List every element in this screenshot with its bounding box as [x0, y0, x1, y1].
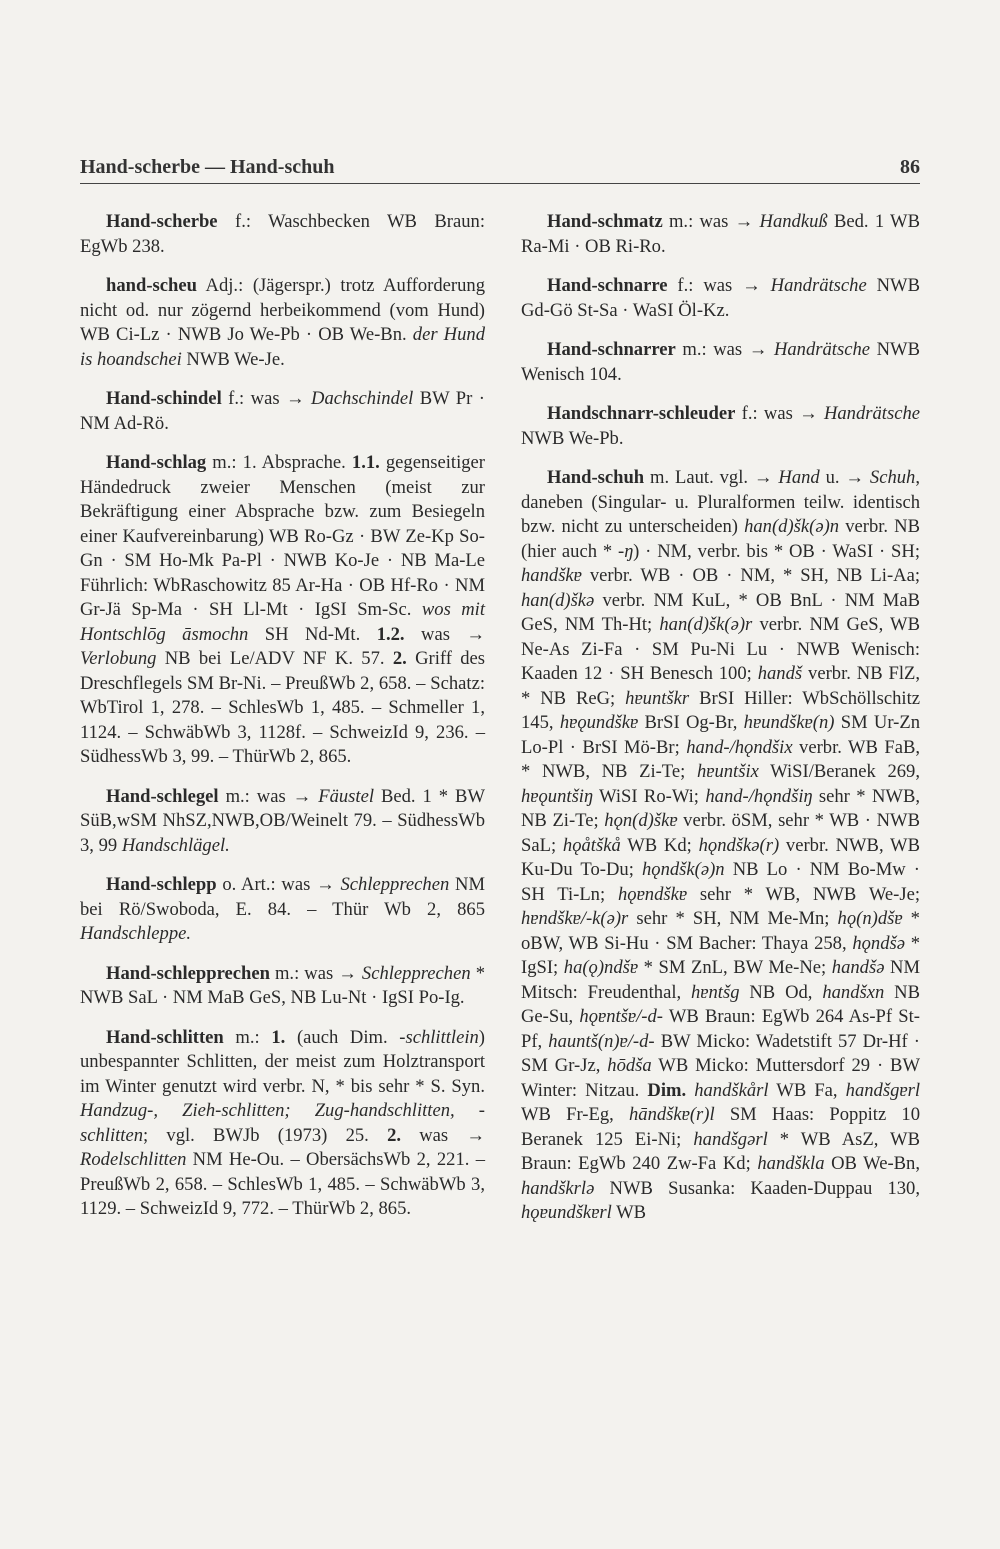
entry-text: o. Art.: was →	[216, 874, 341, 895]
entry-text: f.: was →	[735, 403, 824, 424]
entry-italic-text: hauntš(n)ɐ/-d-	[548, 1030, 655, 1052]
entry-italic-text: ha(ǫ)ndšɐ	[563, 957, 639, 978]
left-column	[80, 210, 485, 1237]
entry-text: WiSI/Beranek 269,	[758, 761, 920, 782]
entry-text: verbr. NM KuL, * OB BnL · NM MaB GeS, NM Th-Ht;	[521, 589, 920, 635]
entry-text: verbr. WB FaB, * NWB, NB Zi-Te;	[521, 736, 921, 782]
entry-text: WB	[611, 1202, 647, 1223]
entry-text: WB Micko: Muttersdorf 29 · BW Winter: Nitzau.	[521, 1055, 921, 1101]
entry-italic-text: hɐǫundškɐ	[559, 712, 639, 733]
entry-headword: Hand-scherbe	[106, 211, 218, 232]
entry-italic-text: hǫɐntšɐ/-d-	[579, 1006, 663, 1027]
entry-italic-text: hand-/hǫndšiŋ	[705, 785, 813, 807]
entry-italic-text: Hand	[778, 467, 820, 488]
entry-italic-text: Verlobung	[80, 648, 157, 669]
dictionary-entry-hand-schlepp	[80, 873, 485, 947]
entry-italic-text: han(d)škə	[521, 589, 595, 611]
entry-text: Griff des Dreschflegels SM Br-Ni. – PreußWb 2, 658. – Schatz: WbTirol 1, 278. – SchlesWb 1, 485. – Schmeller 1, 1124. – SchwäbWb 3, 1128f. – SchweizId 9, 236. – SüdhessWb 3, 99. – ThürWb 2, 865.	[80, 648, 485, 767]
entry-headword: hand-scheu	[106, 275, 197, 296]
entry-headword: Hand-schindel	[106, 388, 222, 409]
entry-text: WiSI Ro-Wi;	[592, 785, 706, 807]
page-number: 86	[900, 156, 920, 178]
entry-italic-text: Handkuß	[759, 211, 828, 232]
entry-text: ; vgl. BWJb (1973) 25.	[143, 1124, 388, 1146]
entry-text: m.: 1. Absprache.	[206, 452, 352, 473]
entry-bold-text: 2.	[387, 1124, 402, 1146]
entry-italic-text: wos mit Hontschlōg āsmochn	[80, 599, 486, 645]
entry-italic-text: hāndškɐ(r)l	[628, 1104, 715, 1125]
entry-italic-text: hɐndškɐ/-k(ə)r	[521, 908, 629, 929]
entry-italic-text: han(d)šk(ə)r	[659, 614, 753, 635]
entry-text: * WB AsZ, WB Braun: EgWb 240 Zw-Fa Kd;	[521, 1128, 920, 1174]
entry-bold-text: 1.1.	[351, 452, 380, 473]
entry-text: NM He-Ou. – ObersächsWb 2, 221. – PreußWb 2, 658. – SchlesWb 1, 485. – SchwäbWb 3, 1129. – SchweizId 9, 772. – ThürWb 2, 865.	[80, 1149, 485, 1219]
entry-italic-text: Fäustel	[318, 785, 375, 807]
entry-italic-text: Handrätsche	[773, 339, 871, 360]
entry-italic-text: handškɐ	[521, 565, 582, 586]
entry-text: ) unbespannter Schlitten, der meist zum Holztransport im Winter genutzt wird verbr. N, * bis sehr * S. Syn.	[80, 1026, 485, 1097]
entry-text: BrSI Og-Br,	[638, 712, 744, 733]
entry-text: (auch Dim.	[285, 1026, 400, 1048]
header-rule	[80, 183, 920, 184]
entry-text: WB Fr-Eg,	[521, 1104, 629, 1125]
entry-italic-text: hǫ(n)dšɐ	[837, 908, 903, 929]
entry-text: NWB We-Pb.	[521, 427, 624, 449]
entry-italic-text: handšxn	[822, 981, 885, 1003]
entry-italic-text: Handzug-, Zieh-schlitten; Zug-handschlitten, -schlitten	[80, 1100, 485, 1146]
entry-text: verbr. NM GeS, WB Ne-As Zi-Fa · SM Pu-Ni Lu · NWB Wenisch: Kaaden 12 · SH Benesch 100;	[521, 614, 920, 684]
running-title: Hand-scherbe — Hand-schuh	[80, 156, 335, 178]
entry-italic-text: der Hund is hoandschei	[80, 324, 485, 370]
entry-text: NWB Gd-Gö St-Sa · WaSI Öl-Kz.	[521, 275, 920, 321]
entry-text: verbr. NB (hier auch *	[521, 516, 920, 562]
entry-italic-text: hǫɐundškɐrl	[521, 1202, 612, 1223]
entry-text: WB Kd;	[620, 834, 699, 856]
dictionary-entry-hand-schuh	[521, 466, 920, 1226]
entry-headword: Hand-schlitten	[106, 1026, 224, 1048]
entry-headword: Hand-schlag	[106, 452, 207, 473]
entry-headword: Hand-schlegel	[106, 785, 219, 807]
dictionary-entry-hand-schlepprechen	[80, 962, 485, 1011]
entry-bold-text: 1.2.	[376, 623, 405, 645]
entry-italic-text: handškrlə	[521, 1177, 595, 1199]
entry-italic-text: Handschleppe.	[80, 923, 192, 944]
entry-text: Adj.: (Jägerspr.) trotz Aufforderung nicht od. nur zögernd herbeikommend (vom Hund) WB Ci-Lz · NWB Jo We-Pb · OB We-Bn.	[80, 275, 485, 345]
entry-italic-text: Rodelschlitten	[80, 1149, 187, 1170]
entry-italic-text: handšgɐrl	[845, 1079, 920, 1101]
entry-text: WB Braun: EgWb 264 As-Pf St-Pf,	[521, 1006, 920, 1052]
dictionary-entry-hand-schnarrer	[521, 338, 920, 387]
entry-italic-text: Dachschindel	[311, 388, 414, 409]
entry-text: SM Ur-Zn Lo-Pl · BrSI Mö-Br;	[521, 712, 920, 758]
right-column	[521, 210, 920, 1241]
entry-text: m.:	[223, 1026, 272, 1048]
entry-italic-text: Schuh	[869, 467, 916, 488]
entry-italic-text: hōdša	[607, 1055, 652, 1076]
entry-italic-text: handšə	[831, 957, 885, 978]
entry-text: m.: was →	[675, 339, 774, 360]
entry-italic-text: handš	[757, 663, 803, 684]
entry-italic-text: hǫåtškå	[562, 834, 621, 856]
entry-text: SH Nd-Mt.	[248, 623, 377, 645]
entry-text: f.: Waschbecken WB Braun: EgWb 238.	[80, 211, 485, 257]
entry-text	[686, 1080, 694, 1101]
entry-bold-text: 1.	[271, 1026, 286, 1048]
entry-text: was →	[404, 623, 485, 645]
entry-italic-text: hɐuntškr	[625, 687, 690, 709]
entry-text: verbr. NB FlZ, * NB ReG;	[521, 663, 920, 709]
entry-italic-text: Handrätsche	[770, 275, 867, 296]
dictionary-entry-hand-scherbe	[80, 210, 485, 259]
entry-text: , daneben (Singular- u. Pluralformen teilw. identisch bzw. nicht zu unterscheiden)	[521, 467, 921, 537]
entry-text: f.: was →	[221, 388, 312, 409]
entry-text: OB We-Bn,	[824, 1153, 920, 1174]
entry-text: sehr * WB, NWB We-Je;	[687, 883, 920, 905]
entry-italic-text: hǫn(d)škɐ	[604, 810, 678, 831]
entry-text: SM Haas: Poppitz 10 Beranek 125 Ei-Ni;	[521, 1104, 920, 1150]
entry-text: gegenseitiger Händedruck zweier Menschen (meist zur Bekräftigung einer Absprache bzw. zum Besiegeln einer Kaufvereinbarung) WB Ro-Gz · BW Ze-Kp So-Gn · SM Ho-Mk Pa-Pl · NWB Ko-Je · NB Ma-Le Führlich: WbRaschowitz 85 Ar-Ha · OB Hf-Ro · NM Gr-Jä Sp-Ma · SH Ll-Mt · IgSI Sm-Sc.	[80, 452, 485, 620]
entry-italic-text: Schlepprechen	[361, 962, 471, 984]
entry-headword: Hand-schlepprechen	[106, 962, 270, 984]
entry-text: u. →	[819, 467, 870, 488]
entry-text: NB bei Le/ADV NF K. 57.	[156, 648, 393, 669]
entry-text: m.: was →	[269, 962, 362, 984]
entry-headword: Hand-schlepp	[106, 874, 217, 895]
entry-text: * IgSI;	[521, 932, 920, 978]
dictionary-entry-handschnarr-schleuder	[521, 402, 920, 451]
entry-text: verbr. öSM, sehr * WB · NWB SaL;	[521, 810, 920, 856]
entry-text: was →	[401, 1124, 485, 1146]
entry-headword: Hand-schnarrer	[547, 339, 676, 360]
entry-italic-text: handškla	[757, 1153, 825, 1174]
entry-text: verbr. NWB, WB Ku-Du To-Du;	[521, 834, 920, 880]
entry-italic-text: hǫɐndškɐ	[617, 883, 688, 905]
entry-text: NB Lo · NM Bo-Mw · SH Ti-Ln;	[521, 859, 920, 905]
entry-text: m.: was →	[662, 211, 760, 232]
entry-text: ) · NM, verbr. bis * OB · WaSI · SH;	[633, 540, 920, 562]
entry-headword: Hand-schnarre	[547, 275, 668, 296]
entry-text: NB Ge-Su,	[521, 981, 920, 1027]
entry-text: NWB Susanka: Kaaden-Duppau 130,	[594, 1177, 920, 1199]
entry-italic-text: hɐuntšix	[696, 761, 759, 782]
entry-italic-text: hɐundškɐ(n)	[743, 712, 835, 733]
dictionary-entry-hand-schmatz	[521, 210, 920, 259]
entry-bold-text: Dim.	[647, 1079, 687, 1101]
entry-italic-text: hɐǫuntšiŋ	[521, 785, 593, 807]
entry-italic-text: han(d)šk(ə)n	[744, 516, 840, 537]
entry-text: BrSI Hiller: WbSchöllschitz 145,	[521, 687, 920, 733]
entry-text: verbr. WB · OB · NM, * SH, NB Li-Aa;	[581, 565, 920, 586]
entry-headword: Hand-schuh	[547, 467, 645, 488]
entry-text: WB Fa,	[768, 1079, 846, 1101]
entry-italic-text: hɐntšg	[691, 981, 740, 1003]
entry-italic-text: handškårl	[694, 1079, 769, 1101]
entry-italic-text: hǫndšə	[852, 932, 905, 954]
entry-italic-text: handšgərl	[693, 1128, 768, 1150]
entry-text: m. Laut. vgl. →	[644, 467, 779, 488]
entry-text: * SM ZnL, BW Me-Ne;	[638, 957, 832, 978]
entry-italic-text: Handrätsche	[823, 403, 920, 424]
entry-headword: Handschnarr-schleuder	[547, 403, 736, 424]
running-header	[80, 156, 920, 179]
entry-bold-text: 2.	[392, 648, 407, 669]
dictionary-entry-hand-schindel	[80, 387, 485, 436]
entry-italic-text: -ŋ	[618, 540, 634, 562]
entry-text: NM Mitsch: Freudenthal,	[521, 957, 920, 1003]
entry-headword: Hand-schmatz	[547, 211, 663, 232]
entry-text: NWB Wenisch 104.	[521, 339, 920, 385]
entry-italic-text: Handschlägel.	[121, 834, 230, 856]
dictionary-entry-hand-schlegel	[80, 785, 485, 859]
entry-text: m.: was →	[218, 785, 319, 807]
dictionary-entry-hand-schlag	[80, 451, 485, 770]
entry-text: Bed. 1 * BW SüB,wSM NhSZ,NWB,OB/Weinelt 79. – SüdhessWb 3, 99	[80, 785, 485, 856]
entry-italic-text: Schlepprechen	[340, 874, 450, 895]
entry-text: * oBW, WB Si-Hu · SM Bacher: Thaya 258,	[521, 908, 920, 954]
entry-text: NWB We-Je.	[181, 348, 285, 370]
entry-text: f.: was →	[667, 275, 771, 296]
entry-text: Bed. 1 WB Ra-Mi · OB Ri-Ro.	[521, 211, 920, 257]
entry-text: BW Pr · NM Ad-Rö.	[80, 388, 485, 434]
entry-text: NB Od,	[739, 981, 823, 1003]
dictionary-entry-hand-scheu	[80, 274, 485, 372]
entry-italic-text: -schlittlein	[399, 1026, 479, 1048]
entry-italic-text: hǫndšk(ə)n	[641, 859, 725, 880]
entry-text: NM bei Rö/Swoboda, E. 84. – Thür Wb 2, 865	[80, 874, 486, 920]
entry-italic-text: hand-/hǫndšix	[686, 736, 793, 758]
dictionary-entry-hand-schlitten	[80, 1026, 485, 1222]
entry-italic-text: hǫndškə(r)	[698, 834, 780, 856]
entry-text: BW Micko: Wadetstift 57 Dr-Hf · SM Gr-Jz,	[521, 1030, 920, 1076]
dictionary-entry-hand-schnarre	[521, 274, 920, 323]
entry-text: * NWB SaL · NM MaB GeS, NB Lu-Nt · IgSI Po-Ig.	[80, 962, 485, 1008]
entry-text: sehr * NWB, NB Zi-Te;	[521, 785, 920, 831]
entry-text: sehr * SH, NM Me-Mn;	[628, 908, 838, 929]
